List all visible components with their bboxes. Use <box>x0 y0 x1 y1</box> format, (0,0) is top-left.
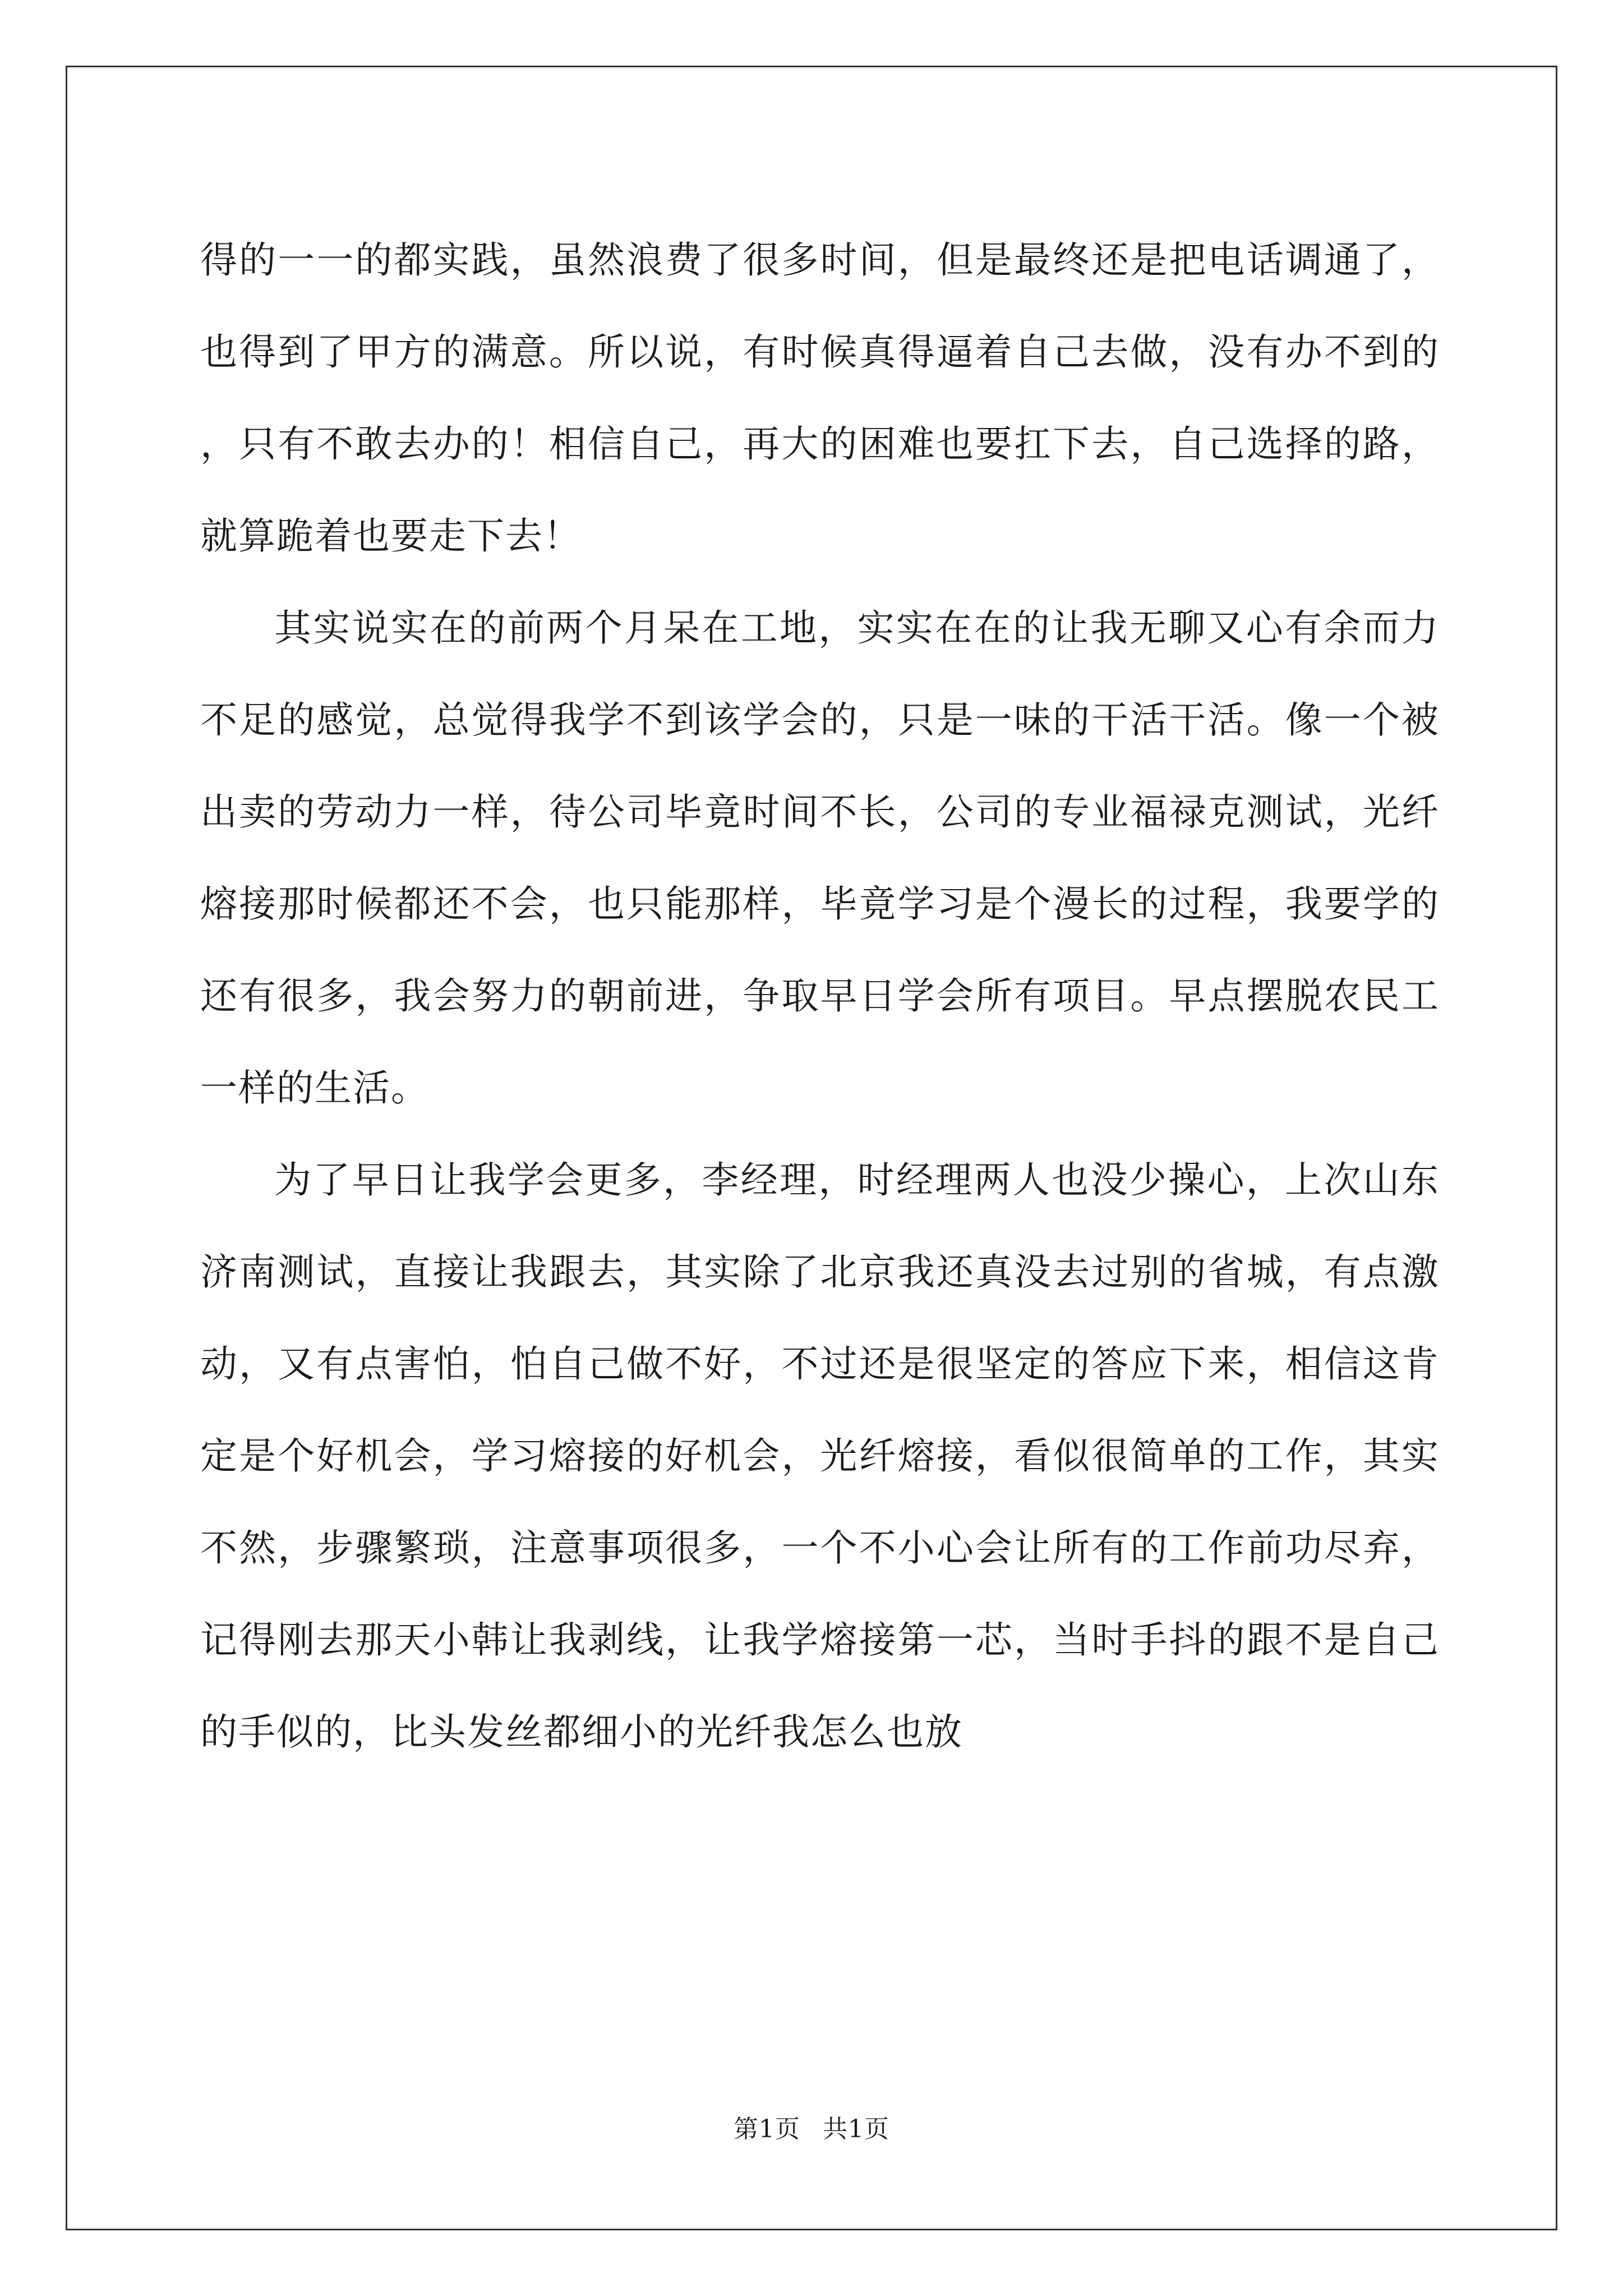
paragraph-3: 为了早日让我学会更多，李经理，时经理两人也没少操心，上次山东济南测试，直接让我跟去，其实除了北京我还真没去过别的省城，有点激动，又有点害怕，怕自己做不好，不过还是很坚定的答应下来，相信这肯定是个好机会，学习熔接的好机会，光纤熔接，看似很简单的工作，其实不然，步骤繁琐，注意事项很多，一个不小心会让所有的工作前功尽弃，记得刚去那天小韩让我剥线，让我学熔接第一芯，当时手抖的跟不是自己的手似的，比头发丝都细小的光纤我怎么也放 <box>200 1158 1440 1754</box>
page-number: 第1页 <box>734 2115 800 2143</box>
paragraph-1: 得的一一的都实践，虽然浪费了很多时间，但是最终还是把电话调通了，也得到了甲方的满意。所以说，有时候真得逼着自己去做，没有办不到的，只有不敢去办的！相信自己，再大的困难也要扛下去，自己选择的路，就算跪着也要走下去！ <box>200 238 1440 558</box>
page-footer <box>0 2113 1623 2146</box>
paragraph-2: 其实说实在的前两个月呆在工地，实实在在的让我无聊又心有余而力不足的感觉，总觉得我学不到该学会的，只是一味的干活干活。像一个被出卖的劳动力一样，待公司毕竟时间不长，公司的专业福禄克测试，光纤熔接那时候都还不会，也只能那样，毕竟学习是个漫长的过程，我要学的还有很多，我会努力的朝前进，争取早日学会所有项目。早点摆脱农民工一样的生活。 <box>200 606 1440 1110</box>
page-total: 共1页 <box>823 2115 889 2143</box>
document-body <box>200 214 1440 1778</box>
